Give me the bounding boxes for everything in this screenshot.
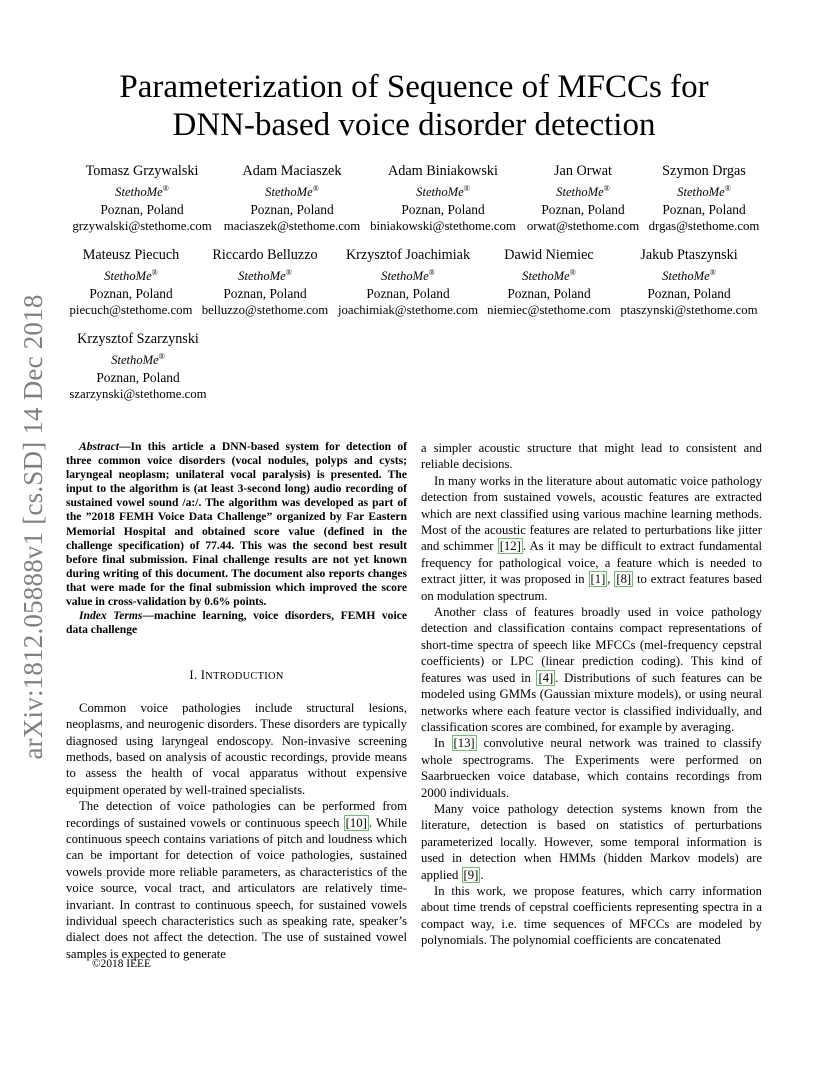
author-name: Krzysztof Szarzynski bbox=[77, 331, 199, 347]
author-name: Jan Orwat bbox=[554, 163, 612, 179]
text-run: In bbox=[434, 736, 452, 751]
author-affiliation bbox=[643, 180, 765, 201]
citation-link[interactable]: [1] bbox=[590, 572, 606, 587]
author-affiliation bbox=[614, 264, 764, 285]
author-block bbox=[64, 247, 198, 319]
section-number: I. bbox=[189, 668, 201, 683]
author-block bbox=[365, 163, 521, 235]
author-city: Poznan, Poland bbox=[662, 202, 746, 218]
citation-link[interactable]: [12] bbox=[499, 539, 521, 554]
index-terms-text: —machine learning, voice disorders, FEMH voice data challenge bbox=[66, 609, 407, 637]
affiliation-org: StethoMe bbox=[111, 353, 159, 368]
author-block bbox=[195, 247, 335, 319]
author-city: Poznan, Poland bbox=[401, 202, 485, 218]
author-block bbox=[330, 247, 486, 319]
affiliation-org: StethoMe bbox=[381, 269, 429, 284]
right-column bbox=[421, 440, 762, 949]
affiliation-org: StethoMe bbox=[662, 269, 710, 284]
section-heading bbox=[66, 667, 407, 685]
author-city: Poznan, Poland bbox=[647, 286, 731, 302]
text-run: convolutive neural network was trained to classify whole spectrograms. The Experiments were performed on Saarbruecken voice database, which contains recordings from 2000 individuals. bbox=[421, 736, 762, 800]
paragraph bbox=[421, 735, 762, 801]
section-initial: I bbox=[200, 668, 206, 683]
citation-link[interactable]: [4] bbox=[538, 670, 554, 685]
registered-mark: ® bbox=[285, 268, 292, 277]
abstract-text: —In this article a DNN-based system for detection of three common voice disorders (vocal nodules, polyps and cysts; laryngeal neoplasm; unilateral vocal paralysis) is presented. The input to the algorithm is (at least 3-second long) audio recording of sustained vowel sound /a:/. The algorithm was developed as part of the ”2018 FEMH Voice Data Challenge” organized by Far Eastern Memorial Hospital and obtained score value (defined in the challenge specification) of 77.44. This was the second best result before final submission. Final challenge results are not yet known during writing of this document. The document also reports changes that were made for the final submission which improved the score value in cross-validation by 0.6% points. bbox=[66, 440, 407, 609]
registered-mark: ® bbox=[569, 268, 576, 277]
author-affiliation bbox=[195, 264, 335, 285]
text-run: The detection of voice pathologies can be performed from recordings of sustained vowels or continuous speech bbox=[66, 799, 407, 830]
citation-link[interactable]: [10] bbox=[345, 815, 367, 830]
text-run: to extract features based on modulation spectrum. bbox=[421, 572, 763, 603]
title-line-2: DNN-based voice disorder detection bbox=[172, 107, 656, 143]
author-city: Poznan, Poland bbox=[100, 202, 184, 218]
abstract-lead: Abstract bbox=[79, 440, 119, 453]
author-email[interactable]: szarzynski@stethome.com bbox=[69, 387, 207, 402]
author-email[interactable]: drgas@stethome.com bbox=[648, 219, 760, 234]
author-city: Poznan, Poland bbox=[96, 370, 180, 386]
citation-link[interactable]: [13] bbox=[453, 736, 475, 751]
author-name: Adam Biniakowski bbox=[388, 163, 498, 179]
paragraph: In this work, we propose features, which carry information about time trends of cepstral coefficients representing spectra in a compact way, i.e. time sequences of MFCCs are modeled by polynomials. The polynomial coefficients are concatenated bbox=[421, 883, 762, 948]
affiliation-org: StethoMe bbox=[115, 185, 163, 200]
author-block bbox=[64, 163, 220, 235]
paragraph bbox=[421, 604, 762, 735]
author-block bbox=[643, 163, 765, 235]
author-city: Poznan, Poland bbox=[541, 202, 625, 218]
author-affiliation bbox=[365, 180, 521, 201]
author-email[interactable]: maciaszek@stethome.com bbox=[223, 219, 361, 234]
author-block bbox=[214, 163, 370, 235]
author-affiliation bbox=[517, 180, 649, 201]
section-title-rest: NTRODUCTION bbox=[205, 671, 284, 683]
author-name: Krzysztof Joachimiak bbox=[345, 247, 471, 263]
author-name: Jakub Ptaszynski bbox=[640, 247, 738, 263]
registered-mark: ® bbox=[603, 184, 610, 193]
paragraph bbox=[421, 801, 762, 883]
author-email[interactable]: belluzzo@stethome.com bbox=[201, 303, 329, 318]
paragraph: a simpler acoustic structure that might lead to consistent and reliable decisions. bbox=[421, 441, 762, 472]
author-block bbox=[482, 247, 616, 319]
registered-mark: ® bbox=[428, 268, 435, 277]
author-email[interactable]: niemiec@stethome.com bbox=[487, 303, 611, 318]
index-terms bbox=[66, 609, 407, 637]
author-affiliation bbox=[64, 348, 212, 369]
author-name: Szymon Drgas bbox=[662, 163, 746, 179]
author-city: Poznan, Poland bbox=[223, 286, 307, 302]
author-email[interactable]: piecuch@stethome.com bbox=[69, 303, 193, 318]
arxiv-identifier[interactable]: arXiv:1812.05888v1 [cs.SD] 14 Dec 2018 bbox=[18, 294, 48, 760]
author-name: Tomasz Grzywalski bbox=[85, 163, 199, 179]
text-run: , bbox=[607, 572, 615, 587]
author-name: Mateusz Piecuch bbox=[82, 247, 180, 263]
paragraph bbox=[421, 473, 762, 604]
author-email[interactable]: grzywalski@stethome.com bbox=[72, 219, 212, 234]
abstract bbox=[66, 440, 407, 609]
text-run: Many voice pathology detection systems known from the literature, detection is based on statistics of perturbations parameterized locally. However, some temporal information is used in detection when HMMs (hidden Markov models) are applied bbox=[421, 801, 762, 882]
registered-mark: ® bbox=[463, 184, 470, 193]
paragraph: Common voice pathologies include structural lesions, neoplasms, and neurogenic disorders. These disorders are typically diagnosed using laryngeal endoscopy. Non-invasive screening methods, based on analysis of acoustic recordings, provide means to assess the health of vocal apparatus without expensive equipment operated by well-trained specialists. bbox=[66, 700, 407, 797]
author-affiliation bbox=[482, 264, 616, 285]
affiliation-org: StethoMe bbox=[522, 269, 570, 284]
text-run: Another class of features broadly used in voice pathology detection and classification contains compact representations of short-time spectra of speech like MFCCs (mel-frequency cepstral coefficients) or LPC (linear prediction coding). This kind of features was used in bbox=[421, 605, 762, 685]
author-name: Riccardo Belluzzo bbox=[212, 247, 318, 263]
paragraph bbox=[66, 798, 407, 962]
text-run: . bbox=[480, 867, 484, 882]
affiliation-org: StethoMe bbox=[238, 269, 286, 284]
author-email[interactable]: orwat@stethome.com bbox=[526, 219, 640, 234]
registered-mark: ® bbox=[709, 268, 716, 277]
text-run: . While continuous speech contains variations of pitch and loudness which can be important for detection of voice pathologies, sustained vowels provide more reliable parameters, as characteristics of the voice source, vocal tract, and articulators are relatively time-invariant. In contrast to continuous speech, for sustained vowels individual speech characteristics such as speaking rate, speaker’s dialect does not affect the detection. The use of sustained vowel samples is expected to generate bbox=[66, 815, 407, 961]
text-run: . As it may be difficult to extract fundamental frequency for pathological voice, a feature which is needed to extract jitter, it was proposed in bbox=[421, 539, 763, 587]
citation-link[interactable]: [8] bbox=[616, 572, 632, 587]
text-run: . Distributions of such features can be modeled using GMMs (Gaussian mixture models), or using neural networks where each feature vector is classified individually, and classification scores are combined, for example by averaging. bbox=[421, 670, 762, 734]
affiliation-org: StethoMe bbox=[265, 185, 313, 200]
author-email[interactable]: biniakowski@stethome.com bbox=[370, 219, 516, 234]
text-run: In many works in the literature about automatic voice pathology detection from sustained vowels, acoustic features are extracted which are next classified using various machine learning methods. Most of the acoustic features are related to perturbations like jitter and schimmer bbox=[421, 473, 762, 554]
author-block bbox=[517, 163, 649, 235]
affiliation-org: StethoMe bbox=[416, 185, 464, 200]
affiliation-org: StethoMe bbox=[104, 269, 152, 284]
author-block bbox=[614, 247, 764, 319]
left-column bbox=[66, 440, 407, 962]
registered-mark: ® bbox=[162, 184, 169, 193]
copyright-footer: ©2018 IEEE bbox=[92, 958, 151, 970]
affiliation-org: StethoMe bbox=[556, 185, 604, 200]
author-block bbox=[64, 331, 212, 403]
registered-mark: ® bbox=[158, 352, 165, 361]
index-terms-lead: Index Terms bbox=[79, 609, 143, 623]
author-city: Poznan, Poland bbox=[250, 202, 334, 218]
author-name: Adam Maciaszek bbox=[242, 163, 342, 179]
registered-mark: ® bbox=[312, 184, 319, 193]
registered-mark: ® bbox=[724, 184, 731, 193]
author-name: Dawid Niemiec bbox=[504, 247, 594, 263]
author-email[interactable]: ptaszynski@stethome.com bbox=[620, 303, 758, 318]
author-affiliation bbox=[64, 180, 220, 201]
author-affiliation bbox=[214, 180, 370, 201]
author-email[interactable]: joachimiak@stethome.com bbox=[337, 303, 479, 318]
author-city: Poznan, Poland bbox=[507, 286, 591, 302]
author-affiliation bbox=[64, 264, 198, 285]
author-city: Poznan, Poland bbox=[89, 286, 173, 302]
citation-link[interactable]: [9] bbox=[463, 867, 479, 882]
paper-title bbox=[60, 68, 768, 144]
affiliation-org: StethoMe bbox=[677, 185, 725, 200]
registered-mark: ® bbox=[151, 268, 158, 277]
title-line-1: Parameterization of Sequence of MFCCs for bbox=[119, 69, 709, 105]
author-city: Poznan, Poland bbox=[366, 286, 450, 302]
author-affiliation bbox=[330, 264, 486, 285]
